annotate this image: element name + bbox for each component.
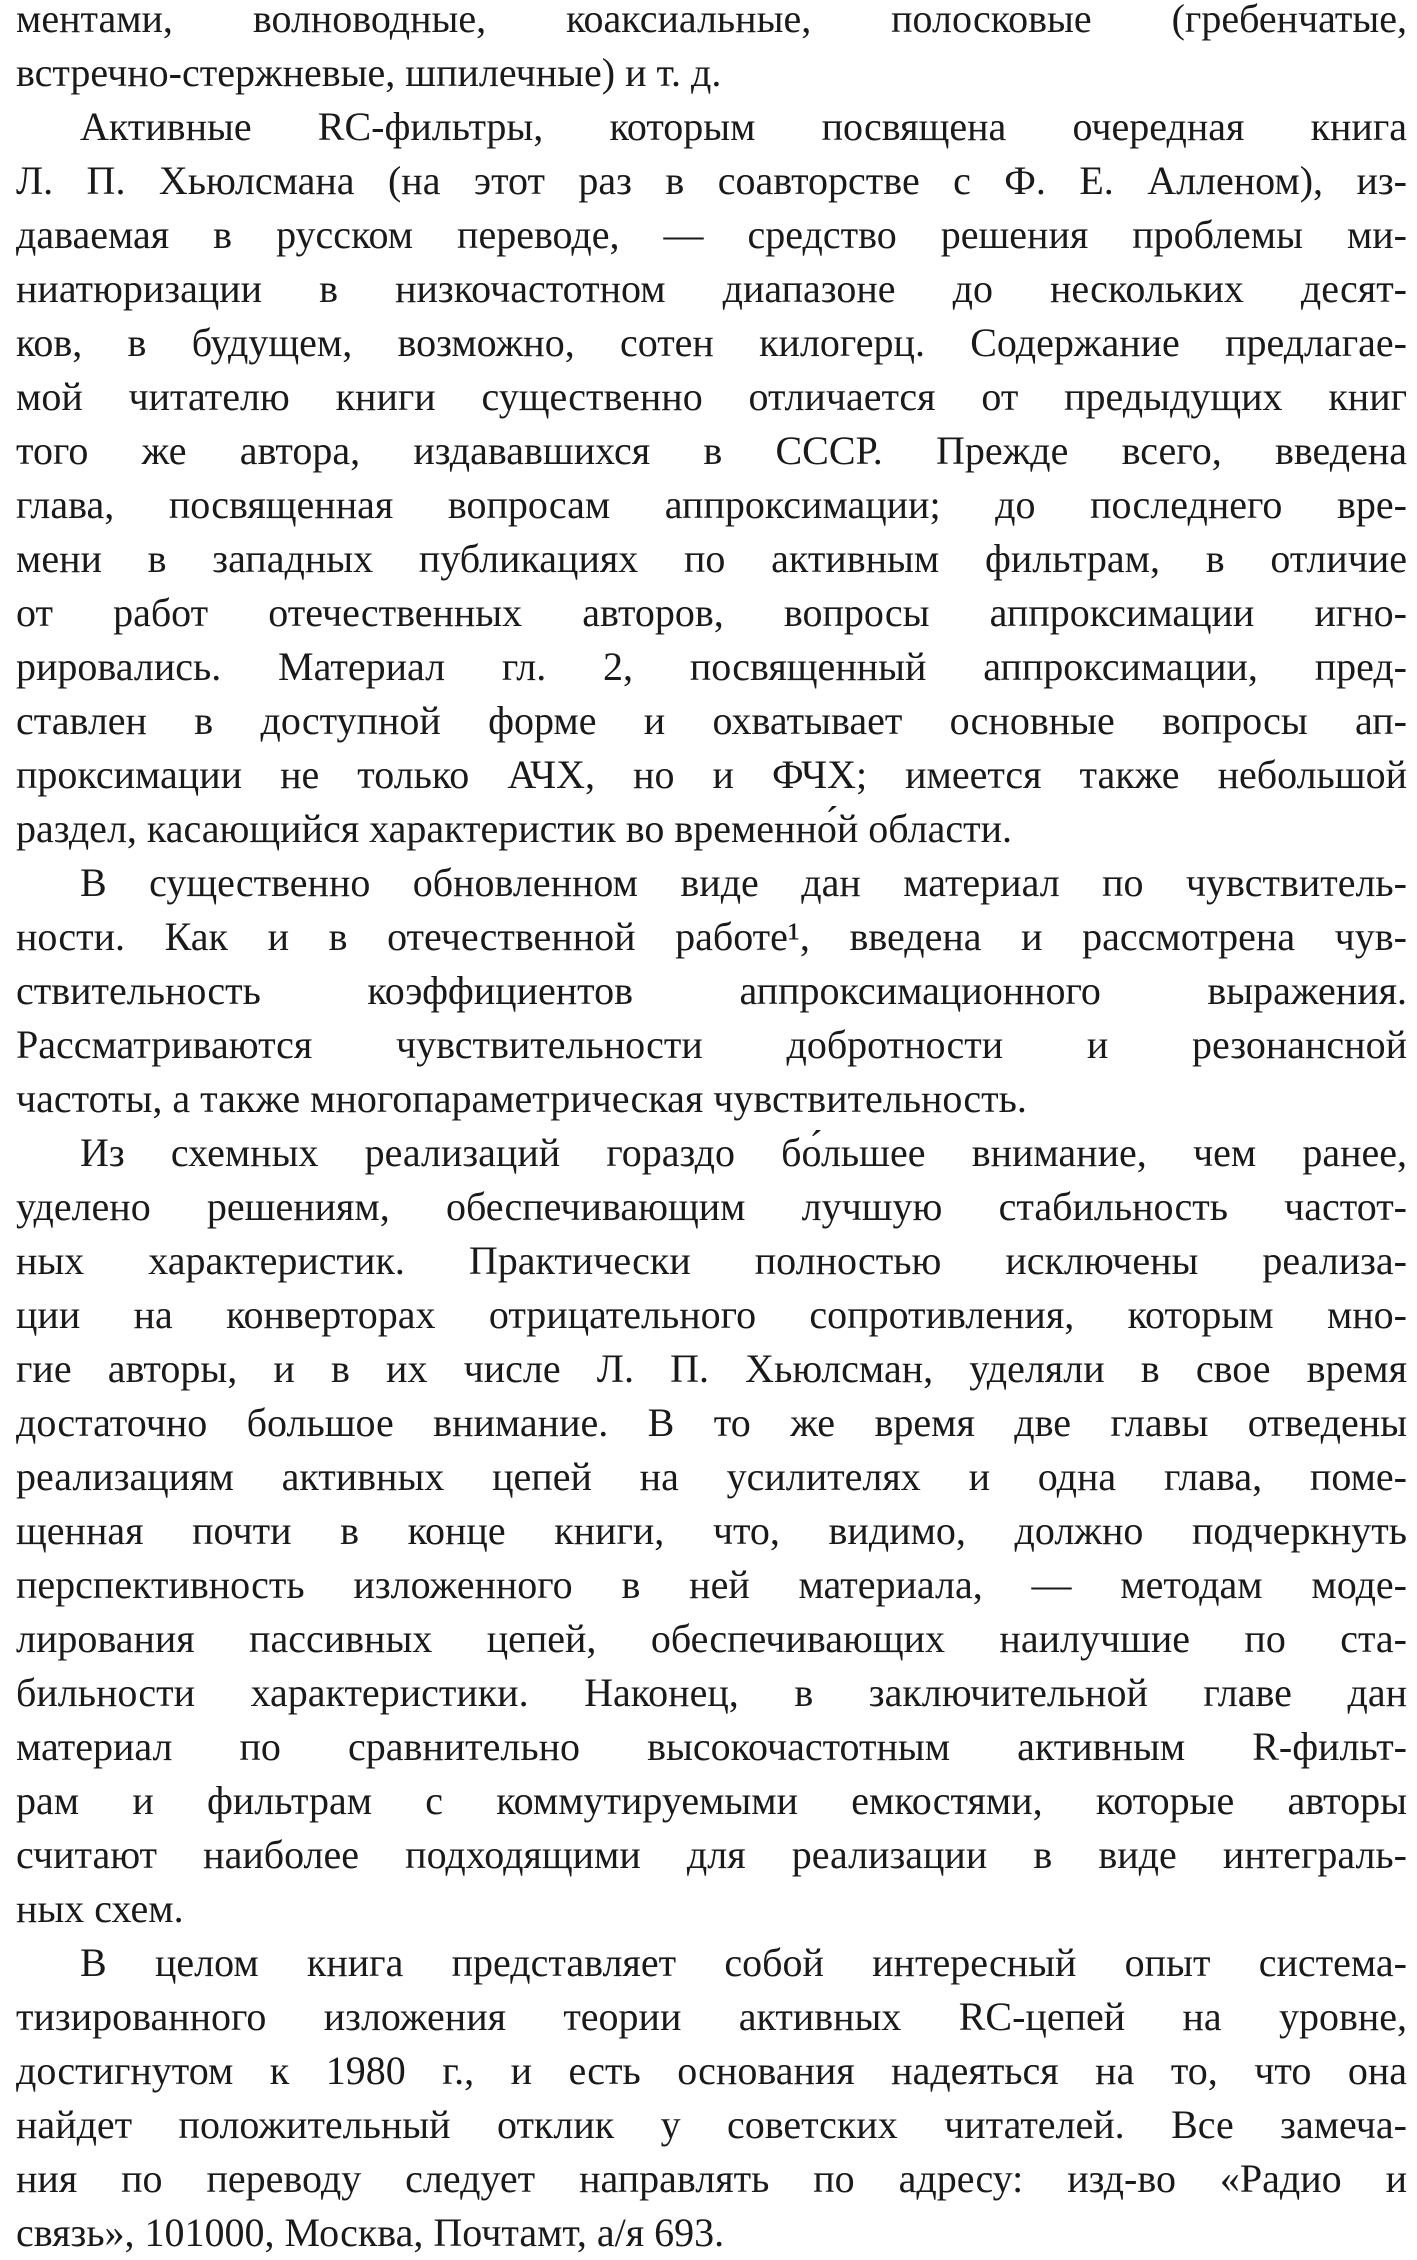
text-line: Активные RC-фильтры, которым посвящена очередная книга (80, 104, 1407, 149)
text-line: ных схем. (16, 1886, 184, 1931)
text-line: ния по переводу следует направлять по адресу: изд-во «Радио и (16, 2156, 1407, 2201)
text-line: ков, в будущем, возможно, сотен килогерц. Содержание предлагае- (16, 320, 1407, 365)
text-line: ментами, волноводные, коаксиальные, полосковые (гребенчатые, (16, 0, 1407, 41)
text-line: Из схемных реализаций гораздо бо́льшее внимание, чем ранее, (80, 1130, 1407, 1175)
text-line: Л. П. Хьюлсмана (на этот раз в соавторстве с Ф. Е. Алленом), из- (16, 158, 1407, 203)
text-line: мени в западных публикациях по активным фильтрам, в отличие (16, 536, 1407, 581)
text-line: достаточно большое внимание. В то же время две главы отведены (16, 1400, 1407, 1445)
body-text (16, 0, 1407, 2260)
text-line: встречно-стержневые, шпилечные) и т. д. (16, 50, 722, 95)
text-line: глава, посвященная вопросам аппроксимации; до последнего вре- (16, 482, 1407, 527)
paragraph-2 (16, 100, 1407, 856)
text-line: того же автора, издававшихся в СССР. Прежде всего, введена (16, 428, 1407, 473)
text-line: ности. Как и в отечественной работе¹, введена и рассмотрена чув- (16, 914, 1407, 959)
text-line: материал по сравнительно высокочастотным активным R-фильт- (16, 1724, 1407, 1769)
text-line: ствительность коэффициентов аппроксимационного выражения. (16, 968, 1407, 1013)
text-line: гие авторы, и в их числе Л. П. Хьюлсман, уделяли в свое время (16, 1346, 1407, 1391)
text-line: щенная почти в конце книги, что, видимо, должно подчеркнуть (16, 1508, 1407, 1553)
text-line: тизированного изложения теории активных RC-цепей на уровне, (16, 1994, 1407, 2039)
paragraph-3 (16, 856, 1407, 1126)
text-line: считают наиболее подходящими для реализации в виде интеграль- (16, 1832, 1407, 1877)
paragraph-4 (16, 1126, 1407, 1936)
text-line: ниатюризации в низкочастотном диапазоне до нескольких десят- (16, 266, 1407, 311)
text-line: ции на конверторах отрицательного сопротивления, которым мно- (16, 1292, 1407, 1337)
text-line: В существенно обновленном виде дан материал по чувствитель- (80, 860, 1407, 905)
text-line: В целом книга представляет собой интересный опыт система- (80, 1940, 1407, 1985)
text-line: от работ отечественных авторов, вопросы аппроксимации игно- (16, 590, 1407, 635)
text-line: достигнутом к 1980 г., и есть основания надеяться на то, что она (16, 2048, 1407, 2093)
text-line: найдет положительный отклик у советских читателей. Все замеча- (16, 2102, 1407, 2147)
text-line: связь», 101000, Москва, Почтамт, а/я 693. (16, 2210, 725, 2255)
text-line: даваемая в русском переводе, — средство решения проблемы ми- (16, 212, 1407, 257)
paragraph-5 (16, 1936, 1407, 2260)
text-line: раздел, касающийся характеристик во временно́й области. (16, 806, 1012, 851)
text-line: перспективность изложенного в ней материала, — методам моде- (16, 1562, 1407, 1607)
text-line: ных характеристик. Практически полностью исключены реализа- (16, 1238, 1407, 1283)
paragraph-1 (16, 0, 1407, 100)
text-line: мой читателю книги существенно отличается от предыдущих книг (16, 374, 1407, 419)
text-line: рам и фильтрам с коммутируемыми емкостями, которые авторы (16, 1778, 1407, 1823)
text-line: Рассматриваются чувствительности добротности и резонансной (16, 1022, 1407, 1067)
text-line: бильности характеристики. Наконец, в заключительной главе дан (16, 1670, 1407, 1715)
text-line: рировались. Материал гл. 2, посвященный аппроксимации, пред- (16, 644, 1407, 689)
text-line: лирования пассивных цепей, обеспечивающих наилучшие по ста- (16, 1616, 1407, 1661)
text-line: проксимации не только АЧХ, но и ФЧХ; имеется также небольшой (16, 752, 1407, 797)
text-line: ставлен в доступной форме и охватывает основные вопросы ап- (16, 698, 1407, 743)
text-line: частоты, а также многопараметрическая чувствительность. (16, 1076, 1027, 1121)
text-line: реализациям активных цепей на усилителях и одна глава, поме- (16, 1454, 1407, 1499)
text-line: уделено решениям, обеспечивающим лучшую стабильность частот- (16, 1184, 1407, 1229)
